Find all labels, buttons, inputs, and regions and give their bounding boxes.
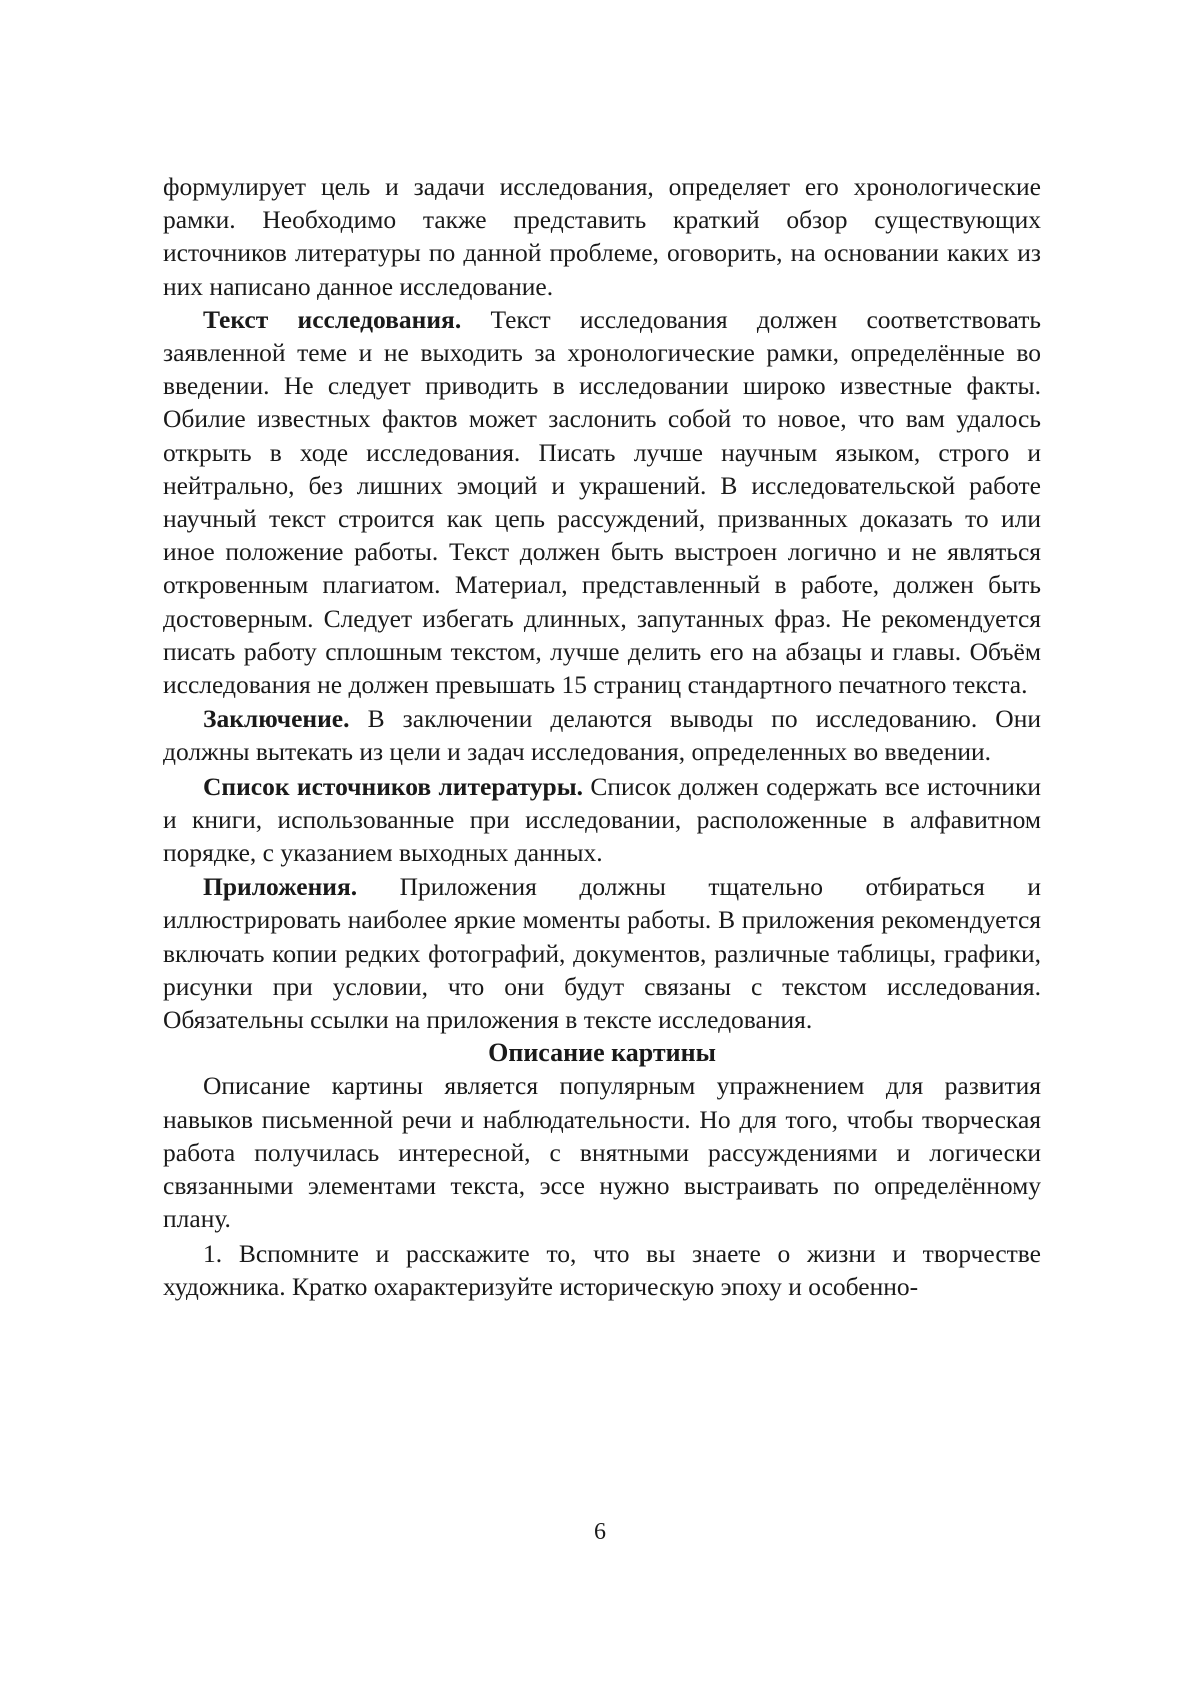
appendix-paragraph	[163, 870, 1041, 1036]
sources-paragraph	[163, 770, 1041, 870]
conclusion-paragraph	[163, 702, 1041, 768]
conclusion-body: В заключении делаются выводы по исследованию. Они должны вытекать из цели и задач исследования, определенных во введении.	[163, 704, 1041, 766]
intro-continuation-paragraph: формулирует цель и задачи исследования, определяет его хронологические рамки. Необходимо также представить краткий обзор существующих источников литературы по данной проблеме, оговорить, на основании каких из них написано данное исследование.	[163, 170, 1041, 303]
appendix-heading: Приложения.	[203, 872, 357, 901]
page-body	[163, 170, 1041, 1303]
page-number: 6	[0, 1519, 1200, 1546]
conclusion-heading: Заключение.	[203, 704, 350, 733]
appendix-body: Приложения должны тщательно отбираться и иллюстрировать наиболее яркие моменты работы. В приложения рекомендуется включать копии редких фотографий, документов, различные таблицы, графики, рисунки при условии, что они будут связаны с текстом исследования. Обязательны ссылки на приложения в тексте исследования.	[163, 872, 1041, 1034]
section-item-1-paragraph: 1. Вспомните и расскажите то, что вы знаете о жизни и творчестве художника. Кратко охарактеризуйте историческую эпоху и особенно-	[163, 1237, 1041, 1303]
research-text-paragraph	[163, 303, 1041, 701]
research-text-body: Текст исследования должен соответствовать заявленной теме и не выходить за хронологические рамки, определённые во введении. Не следует приводить в исследовании широко известные факты. Обилие известных фактов может заслонить собой то новое, что вам удалось открыть в ходе исследования. Писать лучше научным языком, строго и нейтрально, без лишних эмоций и украшений. В исследовательской работе научный текст строится как цепь рассуждений, призванных доказать то или иное положение работы. Текст должен быть выстроен логично и не являться откровенным плагиатом. Материал, представленный в работе, должен быть достоверным. Следует избегать длинных, запутанных фраз. Не рекомендуется писать работу сплошным текстом, лучше делить его на абзацы и главы. Объём исследования не должен превышать 15 страниц стандартного печатного текста.	[163, 305, 1041, 699]
research-text-heading: Текст исследования.	[203, 305, 461, 334]
sources-heading: Список источников литературы.	[203, 772, 583, 801]
section-intro-paragraph: Описание картины является популярным упражнением для развития навыков письменной речи и наблюдательности. Но для того, чтобы творческая работа получилась интересной, с внятными рассуждениями и логически связанными элементами текста, эссе нужно выстраивать по определённому плану.	[163, 1069, 1041, 1235]
section-title: Описание картины	[163, 1036, 1041, 1069]
sources-body: Список должен содержать все источники и книги, использованные при исследовании, расположенные в алфавитном порядке, с указанием выходных данных.	[163, 772, 1041, 867]
